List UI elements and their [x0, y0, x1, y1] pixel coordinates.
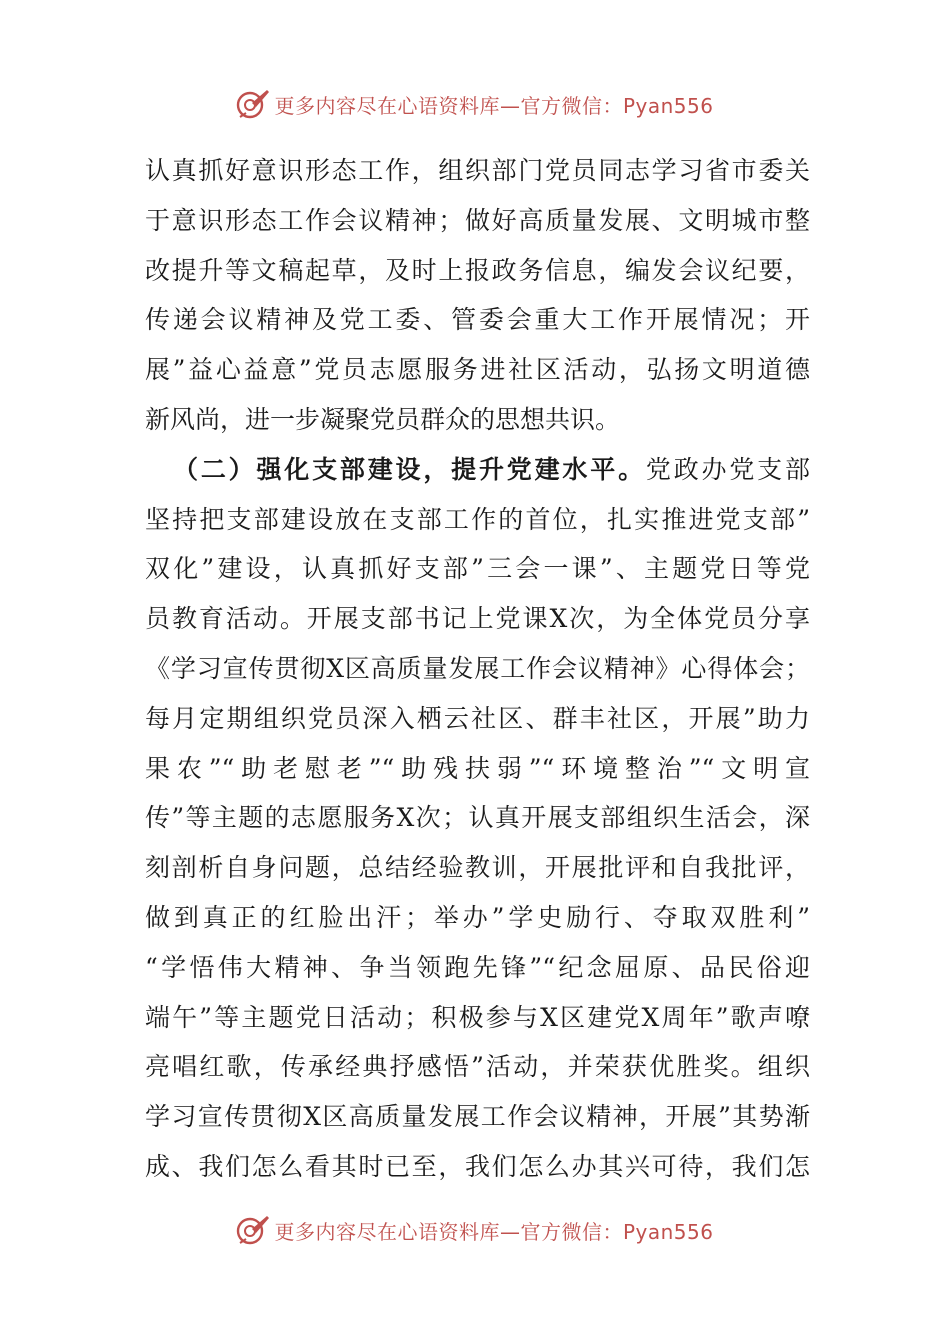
text-line: 改提升等文稿起草，及时上报政务信息，编发会议纪要，	[145, 255, 810, 285]
paragraph-1	[145, 146, 810, 445]
text-line: 于意识形态工作会议精神；做好高质量发展、文明城市整	[145, 205, 810, 235]
text-line: 双化”建设，认真抓好支部”三会一课”、主题党日等党	[145, 554, 810, 584]
text-line: 新风尚，进一步凝聚党员群众的思想共识。	[145, 404, 621, 434]
text-line: 成、我们怎么看其时已至，我们怎么办其兴可待，我们怎	[145, 1151, 810, 1181]
text-line: 传”等主题的志愿服务X次；认真开展支部组织生活会，深	[145, 803, 810, 833]
text-line: 认真抓好意识形态工作，组织部门党员同志学习省市委关	[145, 156, 810, 185]
heading-line-rest: 党政办党支部	[645, 454, 810, 484]
paragraph-2	[145, 445, 810, 1192]
text-line: 坚持把支部建设放在支部工作的首位，扎实推进党支部”	[145, 504, 810, 534]
text-line: 传递会议精神及党工委、管委会重大工作开展情况；开	[145, 305, 810, 335]
text-line: 做到真正的红脸出汗；举办”学史励行、夺取双胜利”	[145, 902, 810, 932]
text-line-first	[145, 445, 810, 495]
quill-pen-logo-icon	[236, 1213, 270, 1247]
text-line: 端午”等主题党日活动；积极参与X区建党X周年”歌声嘹	[145, 1002, 810, 1032]
quill-pen-logo-icon	[236, 87, 270, 121]
text-line: 每月定期组织党员深入栖云社区、群丰社区，开展”助力	[145, 703, 810, 733]
footer-banner	[0, 1210, 950, 1250]
text-line: 亮唱红歌，传承经典抒感悟”活动，并荣获优胜奖。组织	[145, 1052, 810, 1082]
text-line: 果农”“助老慰老”“助残扶弱”“环境整治”“文明宣	[145, 753, 810, 783]
text-line: 员教育活动。开展支部书记上党课X次，为全体党员分享	[145, 604, 810, 634]
header-banner	[0, 84, 950, 124]
text-line: 刻剖析自身问题，总结经验教训，开展批评和自我批评，	[145, 853, 810, 883]
section-heading: （二）强化支部建设，提升党建水平。	[173, 454, 646, 484]
text-line: 展”益心益意”党员志愿服务进社区活动，弘扬文明道德	[145, 355, 810, 385]
text-line: “学悟伟大精神、争当领跑先锋”“纪念屈原、品民俗迎	[145, 952, 810, 982]
document-body	[145, 146, 810, 1192]
text-line: 学习宣传贯彻X区高质量发展工作会议精神，开展”其势渐	[145, 1102, 810, 1132]
banner-text: 更多内容尽在心语资料库—官方微信：Pyan556	[274, 1219, 714, 1244]
text-line: 《学习宣传贯彻X区高质量发展工作会议精神》心得体会；	[145, 653, 810, 683]
banner-text: 更多内容尽在心语资料库—官方微信：Pyan556	[274, 93, 714, 118]
